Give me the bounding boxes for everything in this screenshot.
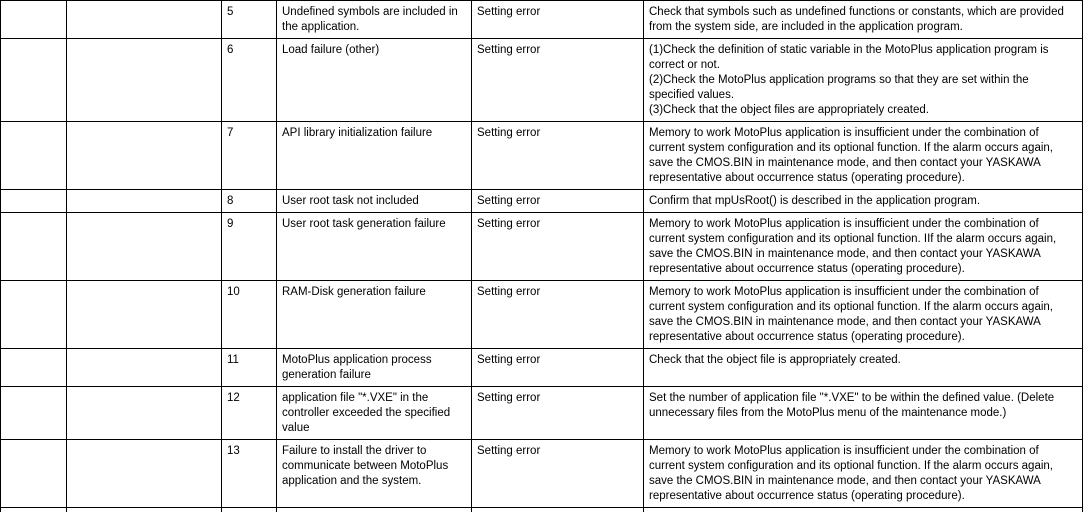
subcode-cell: 11 — [222, 349, 277, 387]
table-row — [1, 281, 1083, 349]
type-cell: Setting error — [472, 39, 644, 122]
blank-cell — [1, 387, 67, 440]
description-cell: Failure to install the driver to communicate between MotoPlus application and the system. — [277, 440, 472, 508]
blank-cell — [1, 1, 67, 39]
type-cell: Setting error — [472, 213, 644, 281]
remedy-cell: Memory to work MotoPlus application is insufficient under the combination of current system configuration and its optional function. If the alarm occurs again, save the CMOS.BIN in maintenance mode, and then contact your YASKAWA representative about occurrence status (operating procedure). — [644, 281, 1083, 349]
blank-cell — [67, 281, 222, 349]
blank-cell — [1, 213, 67, 281]
table-row — [1, 440, 1083, 508]
blank-cell — [222, 508, 277, 512]
subcode-cell: 5 — [222, 1, 277, 39]
blank-cell — [67, 508, 222, 512]
blank-cell — [1, 281, 67, 349]
description-cell: application file "*.VXE" in the controller exceeded the specified value — [277, 387, 472, 440]
blank-cell — [1, 190, 67, 213]
blank-cell — [67, 190, 222, 213]
remedy-cell: Memory to work MotoPlus application is insufficient under the combination of current system configuration and its optional function. If the alarm occurs again, save the CMOS.BIN in maintenance mode, and then contact your YASKAWA representative about occurrence status (operating procedure). — [644, 122, 1083, 190]
blank-cell — [277, 508, 472, 512]
subcode-cell: 7 — [222, 122, 277, 190]
remedy-cell: Memory to work MotoPlus application is insufficient under the combination of current system configuration and its optional function. If the alarm occurs again, save the CMOS.BIN in maintenance mode, and then contact your YASKAWA representative about occurrence status (operating procedure). — [644, 440, 1083, 508]
blank-cell — [67, 39, 222, 122]
blank-cell — [1, 39, 67, 122]
blank-cell — [1, 349, 67, 387]
table-row — [1, 1, 1083, 39]
blank-cell — [67, 440, 222, 508]
table-row — [1, 508, 1083, 512]
remedy-cell: Confirm that mpUsRoot() is described in the application program. — [644, 190, 1083, 213]
blank-cell — [1, 440, 67, 508]
subcode-cell: 9 — [222, 213, 277, 281]
type-cell: Setting error — [472, 281, 644, 349]
table-row — [1, 387, 1083, 440]
blank-cell — [67, 213, 222, 281]
subcode-cell: 10 — [222, 281, 277, 349]
blank-cell — [1, 122, 67, 190]
type-cell: Setting error — [472, 349, 644, 387]
subcode-cell: 8 — [222, 190, 277, 213]
table-row — [1, 39, 1083, 122]
remedy-cell: (1)Check the definition of static variable in the MotoPlus application program is correct or not. (2)Check the MotoPlus application programs so that they are set within the specified values. (3)Check that the object files are appropriately created. — [644, 39, 1083, 122]
subcode-cell: 13 — [222, 440, 277, 508]
blank-cell — [472, 508, 644, 512]
description-cell: User root task generation failure — [277, 213, 472, 281]
type-cell: Setting error — [472, 387, 644, 440]
description-cell: API library initialization failure — [277, 122, 472, 190]
blank-cell — [67, 122, 222, 190]
blank-cell — [1, 508, 67, 512]
description-cell: Load failure (other) — [277, 39, 472, 122]
type-cell: Setting error — [472, 122, 644, 190]
table-row — [1, 190, 1083, 213]
table-row — [1, 213, 1083, 281]
remedy-cell: Set the number of application file "*.VXE" to be within the defined value. (Delete unnecessary files from the MotoPlus menu of the maintenance mode.) — [644, 387, 1083, 440]
remedy-cell: Check that the object file is appropriately created. — [644, 349, 1083, 387]
type-cell: Setting error — [472, 440, 644, 508]
blank-cell — [67, 387, 222, 440]
remedy-cell: Memory to work MotoPlus application is insufficient under the combination of current system configuration and its optional function. IIf the alarm occurs again, save the CMOS.BIN in maintenance mode, and then contact your YASKAWA representative about occurrence status (operating procedure). — [644, 213, 1083, 281]
type-cell: Setting error — [472, 190, 644, 213]
description-cell: Undefined symbols are included in the application. — [277, 1, 472, 39]
blank-cell — [67, 1, 222, 39]
type-cell: Setting error — [472, 1, 644, 39]
alarm-table-body — [1, 1, 1083, 512]
description-cell: RAM-Disk generation failure — [277, 281, 472, 349]
blank-cell — [644, 508, 1083, 512]
description-cell: User root task not included — [277, 190, 472, 213]
table-row — [1, 122, 1083, 190]
subcode-cell: 12 — [222, 387, 277, 440]
subcode-cell: 6 — [222, 39, 277, 122]
description-cell: MotoPlus application process generation failure — [277, 349, 472, 387]
blank-cell — [67, 349, 222, 387]
remedy-cell: Check that symbols such as undefined functions or constants, which are provided from the system side, are included in the application program. — [644, 1, 1083, 39]
table-row — [1, 349, 1083, 387]
